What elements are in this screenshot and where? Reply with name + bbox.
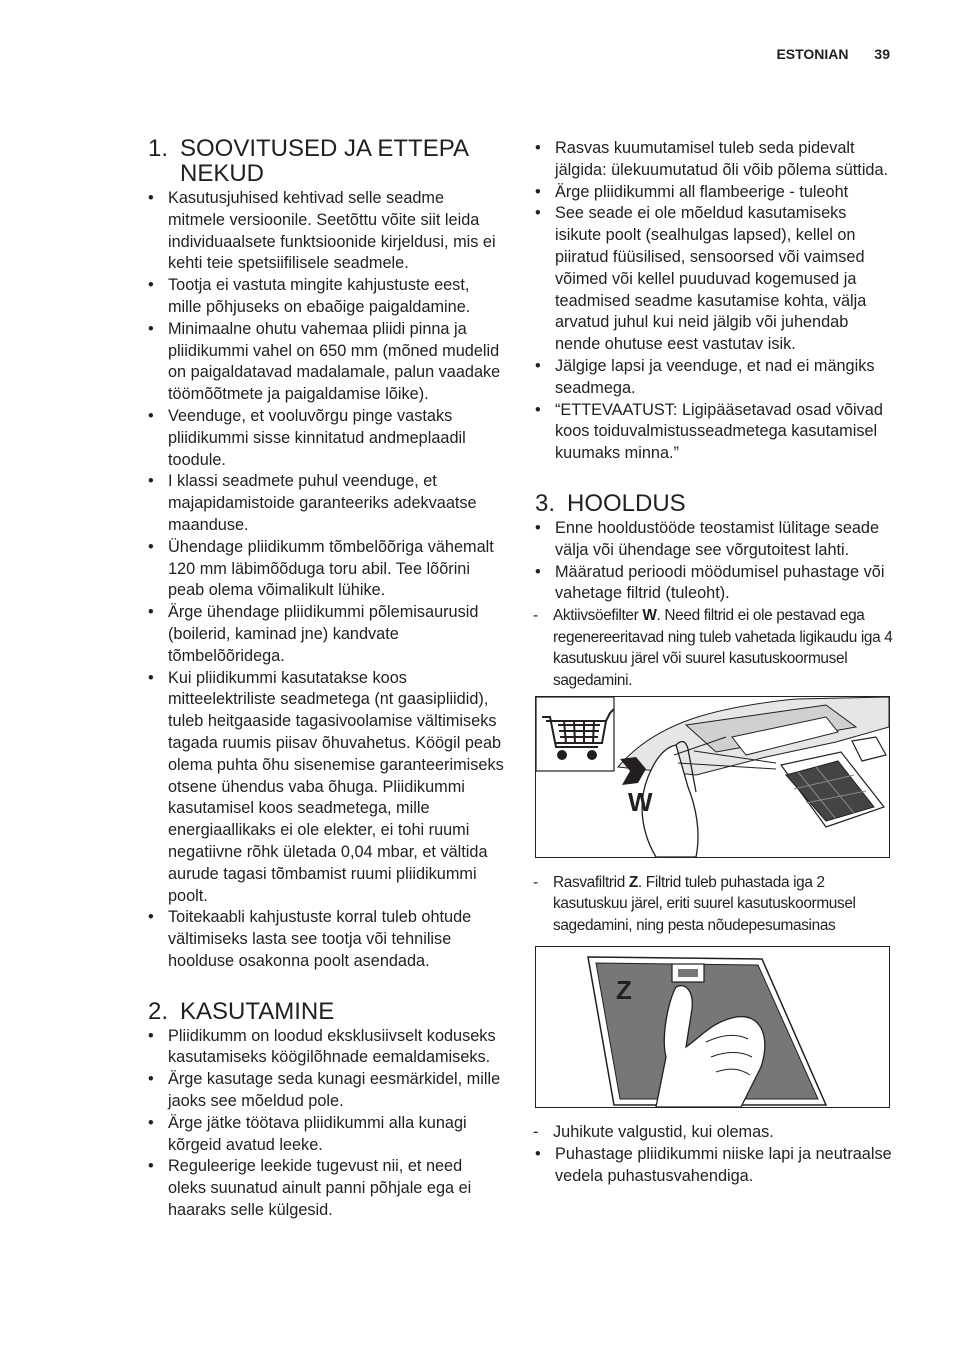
list-item: • Tootja ei vastuta mingite kahjustuste eest, mille põhjuseks on ebaõige paigaldamine.: [148, 275, 504, 319]
lights-sublist: [515, 1122, 895, 1144]
section-2-list: [148, 1026, 504, 1222]
section-1-number: 1.: [148, 135, 169, 162]
list-item: • Pliidikumm on loodud eksklusiivselt koduseks kasutamiseks köögilõhnade eemaldamiseks.: [148, 1026, 504, 1070]
list-item: • Ühendage pliidikumm tõmbelõõriga vähemalt 120 mm läbimõõduga toru abil. Tee lõõrini peab olema võimalikult lühike.: [148, 537, 504, 602]
list-item: • Ärge pliidikummi all flambeerige - tuleoht: [535, 182, 895, 204]
page-header: [776, 46, 890, 62]
list-item: • Enne hooldustööde teostamist lülitage seade välja või ühendage see võrgutoitest lahti.: [535, 518, 895, 562]
figure-grease-filter: [535, 946, 890, 1108]
list-item-text: Määratud perioodi möödumisel puhastage või vahetage filtrid (tuleoht).: [555, 562, 885, 603]
grease-filter-illustration: [536, 947, 889, 1107]
list-item: • I klassi seadmete puhul veenduge, et majapidamistoide garanteeriks adekvaatse maanduse.: [148, 471, 504, 536]
list-item: • Toitekaabli kahjustuste korral tuleb ohtude vältimiseks lasta see tootja või tehnilise hoolduse osakonna poolt asendada.: [148, 907, 504, 972]
sub-item-lights: - Juhikute valgustid, kui olemas.: [515, 1122, 895, 1144]
grease-filter-sublist: [515, 872, 895, 937]
list-item: [535, 562, 895, 606]
list-item: • Ärge jätke töötava pliidikummi alla kunagi kõrgeid avatud leeke.: [148, 1113, 504, 1157]
figure-carbon-filter: [535, 696, 890, 858]
list-item: • Veenduge, et vooluvõrgu pinge vastaks pliidikummi sisse kinnitatud andmeplaadil toodule.: [148, 406, 504, 471]
list-item: • Kasutusjuhised kehtivad selle seadme mitmele versioonile. Seetõttu võite siit leida individuaalsete funktsioonide kirjeldusi, mis ei kehti teie spetsiifilisele seadmele.: [148, 188, 504, 275]
list-item: • Kui pliidikummi kasutatakse koos mitteelektriliste seadmetega (nt gaasipliidid), tuleb heitgaaside tagasivoolamise vältimiseks tagada ruumis piisav õhuvahetus. Köögil peab olema puhta õhu sisenemise garanteerimiseks otsene ühendus vaba õhuga. Pliidikummi kasutamisel koos seadmetega, mille energiaallikaks ei ole elekter, ei tohi ruumi negatiivne rõhk ületada 0,04 mbar, et vältida aurude tagasi tõmbamist ruumi pliidikummi poolt.: [148, 668, 504, 908]
section-2-list-continued: [535, 138, 895, 465]
carbon-filter-illustration: [536, 697, 889, 857]
section-2-title: KASUTAMINE: [180, 997, 335, 1025]
right-column: [535, 138, 895, 1187]
list-item: • Ärge ühendage pliidikummi põlemisaurusid (boilerid, kaminad jne) kandvate tõmbelõõridega.: [148, 602, 504, 667]
list-item: • Rasvas kuumutamisel tuleb seda pidevalt jälgida: ülekuumutatud õli võib põlema süttida.: [535, 138, 895, 182]
sub-item-carbon-filter: [515, 605, 895, 691]
section-2-heading: [148, 999, 504, 1024]
section-3-number: 3.: [535, 489, 556, 517]
list-item: • See seade ei ole mõeldud kasutamiseks isikute poolt (sealhulgas lapsed), kellel on piiratud füüsilised, sensoorsed või vaimsed võimed või kellel puuduvad kogemused ja teadmised seadme kasutamise kohta, välja arvatud juhul kui neid jälgib või juhendab nende ohutuse eest vastutav isik.: [535, 203, 895, 356]
list-item: • “ETTEVAATUST: Ligipääsetavad osad võivad koos toiduvalmistusseadmetega kasutamisel kuumaks minna.”: [535, 400, 895, 465]
section-1-list: [148, 188, 504, 973]
section-3-list-end: [535, 1144, 895, 1188]
list-item: • Jälgige lapsi ja veenduge, et nad ei mängiks seadmega.: [535, 356, 895, 400]
sub-item-text: . Need filtrid ei ole pestavad ega regenereeritavad ning tuleb vahetada ligikaudu iga 4 kasutuskuu järel või suurel kasutuskoormusel sagedamini.: [553, 607, 893, 689]
sub-item-grease-filter: [515, 872, 895, 937]
sub-item-text: . Filtrid tuleb puhastada iga 2 kasutuskuu järel, eriti suurel kasutuskoormusel sagedamini, ning pesta nõudepesumasinas: [553, 873, 856, 934]
list-item: • Ärge kasutage seda kunagi eesmärkidel, mille jaoks see mõeldud pole.: [148, 1069, 504, 1113]
section-3-heading: [535, 491, 895, 516]
language-label: ESTONIAN: [776, 46, 849, 62]
filter-z-letter: Z: [628, 873, 638, 891]
list-item: • Puhastage pliidikummi niiske lapi ja neutraalse vedela puhastusvahendiga.: [535, 1144, 895, 1188]
sub-item-text: Aktiivsöefilter: [553, 607, 643, 625]
section-3-list: [535, 518, 895, 605]
figure-w-label: W: [628, 786, 653, 817]
filter-sublist: [515, 605, 895, 691]
section-3-title: HOOLDUS: [567, 489, 686, 517]
list-item: • Minimaalne ohutu vahemaa pliidi pinna ja pliidikummi vahel on 650 mm (mõned mudelid on paigaldatavad madalamale, palun vaadake töömõõtmete ja paigaldamise lõike).: [148, 319, 504, 406]
section-1-title: SOOVITUSED JA ETTEPA NEKUD: [180, 135, 468, 187]
section-1-heading: [148, 136, 504, 186]
page-number: 39: [874, 46, 890, 62]
list-item: • Reguleerige leekide tugevust nii, et need oleks suunatud ainult panni põhjale ega ei haaraks selle külgesid.: [148, 1156, 504, 1221]
section-2-number: 2.: [148, 997, 169, 1025]
filter-w-letter: W: [642, 607, 657, 625]
figure-z-label: Z: [616, 975, 632, 1006]
left-column: [148, 136, 504, 1222]
sub-item-text: Rasvafiltrid: [553, 873, 629, 891]
